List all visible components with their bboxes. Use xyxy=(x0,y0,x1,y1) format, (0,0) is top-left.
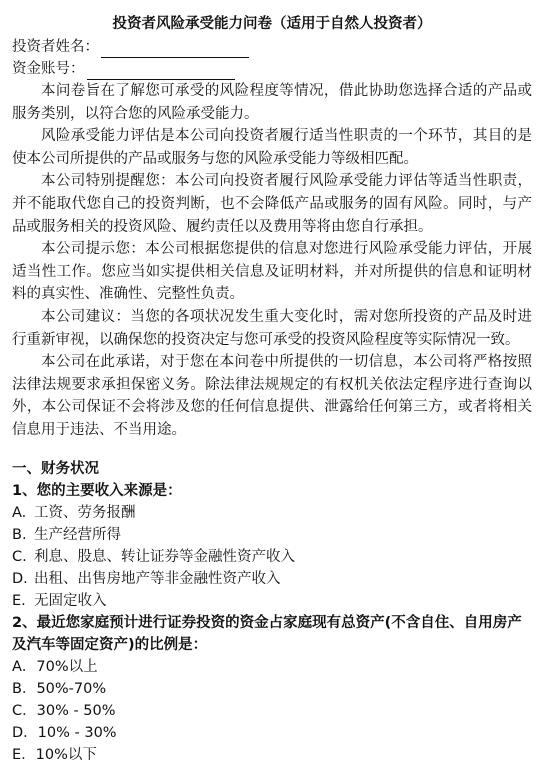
option-text: 50%-70% xyxy=(36,680,107,697)
question-1: 1、您的主要收入来源是： xyxy=(12,482,182,499)
commitment-paragraph: 本公司在此承诺，对于您在本问卷中所提供的一切信息，本公司将严格按照法律法规要求承担保密义务。除法律法规规定的有权机关依法定程序进行查询以外，本公司保证不会将涉及您的任何信息提供、泄露给任何第三方，或者将相关信息用于违法、不当用途。 xyxy=(12,354,532,438)
option-letter: C. xyxy=(12,548,27,565)
question-2-option-b[interactable] xyxy=(12,678,532,700)
question-2-option-d[interactable] xyxy=(12,722,532,744)
document-title: 投资者风险承受能力问卷（适用于自然人投资者） xyxy=(112,16,432,32)
option-letter: B. xyxy=(12,526,27,543)
option-letter: A. xyxy=(12,504,27,521)
option-text: 30% - 50% xyxy=(36,702,116,719)
option-text: 利息、股息、转让证券等金融性资产收入 xyxy=(34,548,295,565)
suggestion-paragraph: 本公司建议：当您的各项状况发生重大变化时，需对您所投资的产品及时进行重新审视，以确保您的投资决定与您可承受的投资风险程度等实际情况一致。 xyxy=(12,308,532,348)
section-heading: 一、财务状况 xyxy=(12,460,99,477)
option-text: 70%以上 xyxy=(36,658,98,675)
assessment-paragraph: 风险承受能力评估是本公司向投资者履行适当性职责的一个环节，其目的是使本公司所提供的产品或服务与您的风险承受能力等级相匹配。 xyxy=(12,128,532,167)
question-2-option-c[interactable] xyxy=(12,700,532,722)
question-1-option-b[interactable] xyxy=(12,524,532,546)
section-spacer xyxy=(12,442,532,458)
intro-paragraph: 本问卷旨在了解您可承受的风险程度等情况，借此协助您选择合适的产品或服务类别，以符合您的风险承受能力。 xyxy=(12,83,532,122)
account-number-field xyxy=(12,58,532,80)
option-letter: B． xyxy=(12,680,37,697)
reminder-paragraph: 本公司特别提醒您：本公司向投资者履行风险承受能力评估等适当性职责，并不能取代您自己的投资判断，也不会降低产品或服务的固有风险。同时，与产品或服务相关的投资风险、履约责任以及费用等将由您自行承担。 xyxy=(12,173,532,235)
account-number-label: 资金账号： xyxy=(12,61,85,77)
option-letter: E． xyxy=(12,746,36,763)
notice-paragraph: 本公司提示您：本公司根据您提供的信息对您进行风险承受能力评估，开展适当性工作。您应当如实提供相关信息及证明材料，并对所提供的信息和证明材料的真实性、准确性、完整性负责。 xyxy=(12,241,532,303)
option-text: 出租、出售房地产等非金融性资产收入 xyxy=(34,570,281,587)
question-1-option-e[interactable] xyxy=(12,590,532,612)
option-letter: A． xyxy=(12,658,37,675)
option-letter: C． xyxy=(12,702,37,719)
option-text: 10% - 30% xyxy=(37,724,117,741)
question-2-option-e[interactable] xyxy=(12,744,532,766)
option-letter: E. xyxy=(12,592,26,609)
investor-name-blank[interactable] xyxy=(101,41,249,58)
question-1-option-d[interactable] xyxy=(12,568,532,590)
account-number-blank[interactable] xyxy=(87,63,235,80)
investor-name-label: 投资者姓名： xyxy=(12,39,99,55)
question-1-option-c[interactable] xyxy=(12,546,532,568)
investor-name-field xyxy=(12,36,532,58)
option-letter: D． xyxy=(12,724,38,741)
question-2: 2、最近您家庭预计进行证券投资的资金占家庭现有总资产(不含自住、自用房产及汽车等固定资产)的比例是： xyxy=(12,614,522,653)
option-text: 无固定收入 xyxy=(34,592,107,609)
question-2-option-a[interactable] xyxy=(12,656,532,678)
option-text: 10%以下 xyxy=(35,746,97,763)
option-letter: D. xyxy=(12,570,28,587)
option-text: 工资、劳务报酬 xyxy=(34,504,136,521)
option-text: 生产经营所得 xyxy=(34,526,121,543)
question-1-option-a[interactable] xyxy=(12,502,532,524)
